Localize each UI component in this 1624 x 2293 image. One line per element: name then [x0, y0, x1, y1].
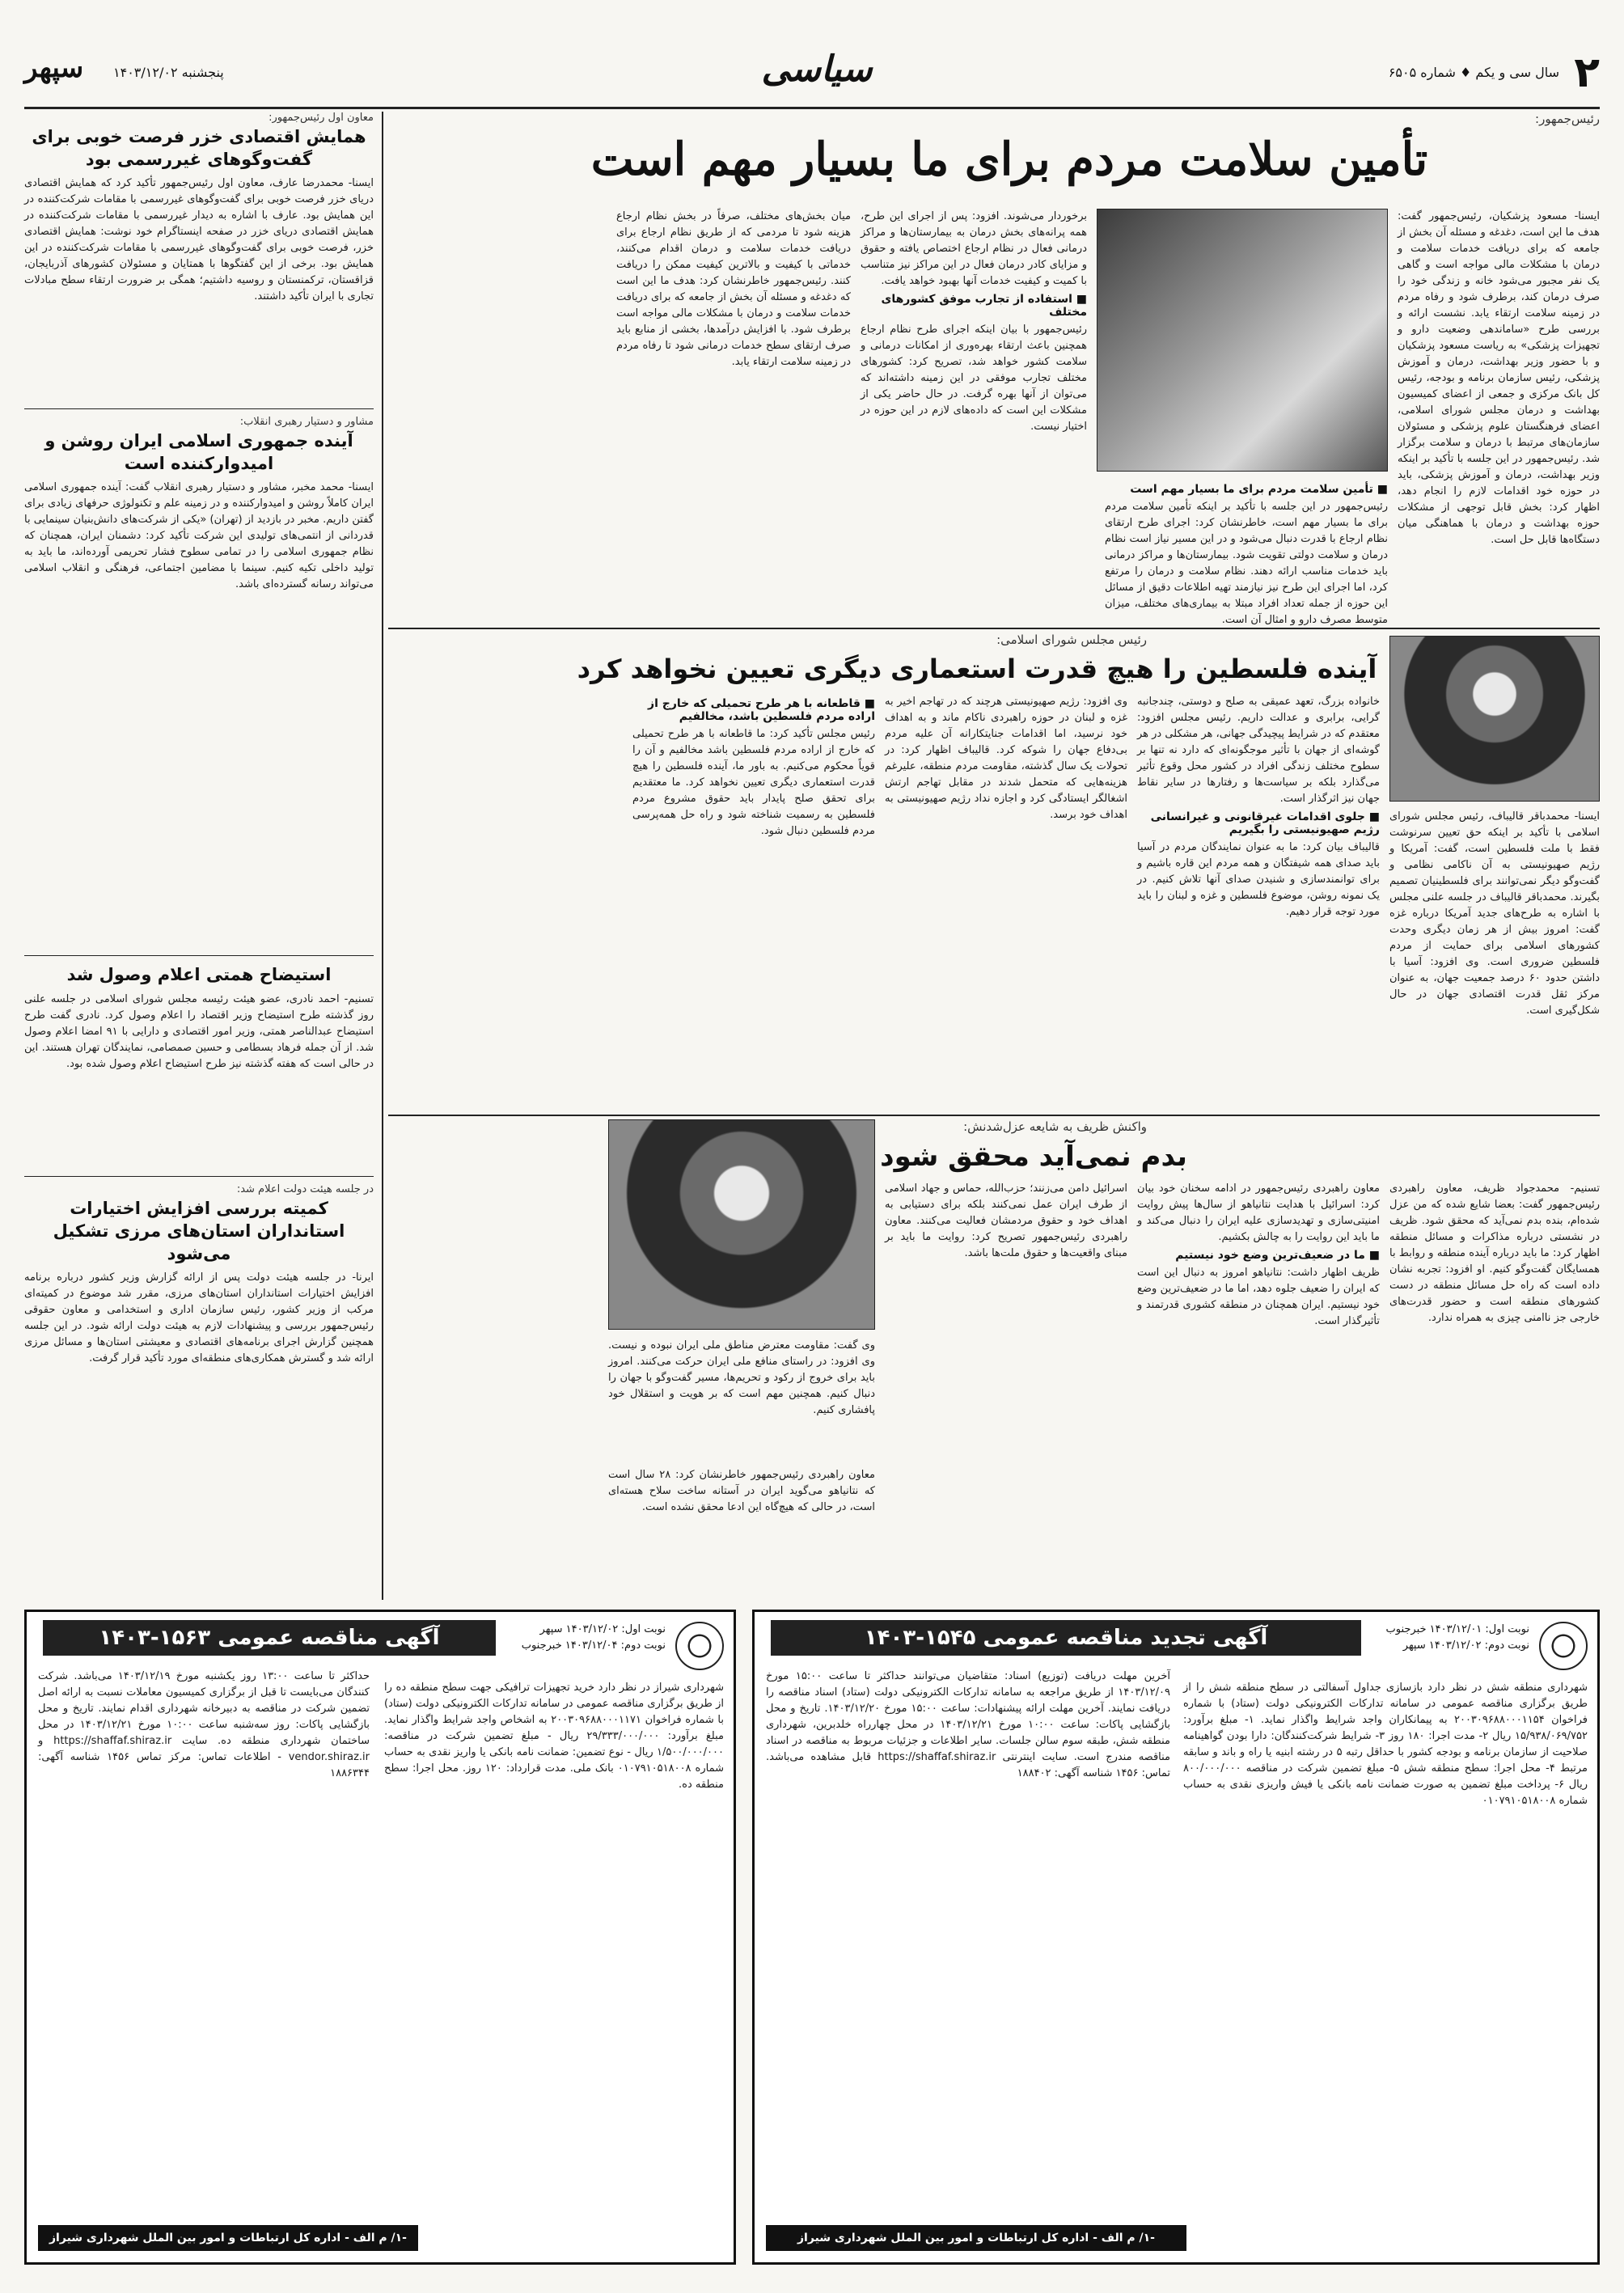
lead-col2-subhead: ■ تأمین سلامت مردم برای ما بسیار مهم است — [1130, 483, 1388, 496]
palestine-kicker: رئیس مجلس شورای اسلامی: — [996, 632, 1147, 647]
right-col-divider — [382, 112, 383, 1600]
zarif-photo — [608, 1119, 875, 1330]
s4-body: ایرنا- در جلسه هیئت دولت پس از ارائه گزارش وزیر کشور درباره برنامه افزایش اختیارات استانداران استان‌های مرزی، مقرر شد موضوع در کمیته‌ای مرکب از وزیر کشور، رئیس سازمان اداری و استخدامی و معاون حقوقی رئیس‌جمهور بررسی و پیشنهادات لازم به هیئت دولت ارائه شود. در این جلسه همچنین گزارش اجرای برنامه‌های اقتصادی و معیشتی استان‌ها و مسائل مرزی ارائه شد و گسترش همکاری‌های منطقه‌ای مورد تأکید قرار گرفت. — [24, 1271, 374, 1364]
zarif-headline: بدم نمی‌آید محقق شود — [880, 1140, 1187, 1173]
s3-headline: استیضاح همتی اعلام وصول شد — [66, 965, 332, 984]
zarif-article — [388, 1119, 1600, 1600]
tender-ad-1563 — [24, 1610, 736, 2265]
palestine-top-rule — [388, 628, 1600, 629]
lead-col3-text: برخوردار می‌شوند. افزود: پس از اجرای این طرح، همه پرانه‌های بخش درمان به بیمارستان‌ها و مراکز درمانی فعال در نظام ارجاع اختصاص یافته و حقوق و مزایای کادر درمان فعال در این مراکز نیز متناسب با کمیت و کیفیت خدمات آنها بهبود خواهد یافت. — [861, 210, 1087, 287]
zarif-col2-text: معاون راهبردی رئیس‌جمهور در ادامه سخنان خود بیان کرد: اسرائیل با هدایت نتانیاهو از سال‌ها پیش روایت امنیتی‌سازی و تهدید‌سازی علیه ایران را دنبال می‌کند و ما باید این روایت را به چالش بکشیم. — [1137, 1182, 1380, 1243]
lead-col2 — [1105, 480, 1388, 626]
ad1-body-right: شهرداری منطقه شش در نظر دارد بازسازی جداول آسفالتی در سطح منطقه شش را از طریق برگزاری مناقصه عمومی در سامانه تدارکات الکترونیکی دولت (ستاد) با شماره فراخوان ۲۰۰۳۰۹۶۸۸۰۰۰۱۱۵۴ به پیمانکاران واجد شرایط واگذار نماید. ۱- مبلغ برآورد: ۱۵/۹۳۸/۰۶۹/۷۵۲ ریال ۲- مدت اجرا: ۱۸۰ روز ۳- شرایط شرکت‌کنندگان: دارا بودن گواهینامه صلاحیت از سازمان برنامه و بودجه کشور با حداقل رتبه ۵ در رشته ابنیه یا راه و باند و سابقه مرتبط ۴- محل اجرا: سطح منطقه شش ۵- مبلغ تضمین شرکت در مناقصه ۸۰۰/۰۰۰/۰۰۰ ریال ۶- پرداخت مبلغ تضمین به صورت ضمانت نامه بانکی یا فیش واریزی نقدی به حساب شماره ۰۱۰۷۹۱۰۵۱۸۰۰۸ — [1183, 1682, 1588, 1807]
s2-headline: آینده جمهوری اسلامی ایران روشن و امیدوارکننده است — [44, 431, 353, 473]
zarif-kicker: واکنش ظریف به شایعه عزل‌شدنش: — [963, 1119, 1147, 1134]
issue-info: سال سی و یکم ♦ شماره ۶۵۰۵ — [1388, 65, 1559, 80]
ad1-footer: -۱/ م الف - اداره کل ارتباطات و امور بین الملل شهرداری شیراز — [766, 2225, 1186, 2251]
palestine-article — [388, 632, 1600, 1110]
ad1-dates: نوبت اول: ۱۴۰۳/۱۲/۰۱ خبرجنوب نوبت دوم: ۱۴۰۳/۱۲/۰۲ سپهر — [1385, 1623, 1529, 1652]
s2-kicker: مشاور و دستیار رهبری انقلاب: — [239, 416, 374, 428]
palestine-headline: آینده فلسطین را هیچ قدرت استعماری دیگری تعیین نخواهد کرد — [577, 654, 1377, 684]
right-column — [24, 112, 374, 1600]
ad2-dates: نوبت اول: ۱۴۰۳/۱۲/۰۲ سپهر نوبت دوم: ۱۴۰۳/۱۲/۰۴ خبرجنوب — [521, 1623, 666, 1652]
lead-col3-subhead: ■ استفاده از تجارب موفق کشورهای مختلف — [881, 293, 1087, 319]
ad1-title: آگهی تجدید مناقصه عمومی ۱۵۴۵-۱۴۰۳ — [771, 1620, 1361, 1656]
zarif-col1: تسنیم- محمدجواد ظریف، معاون راهبردی رئیس‌جمهور گفت: بعضا شایع شده که من عزل شده‌ام، بنده بدم نمی‌آید که محقق شود. ظریف در نشستی درباره مذاکرات و مسائل منطقه اظهار کرد: ما باید درباره آینده منطقه و روابط با همسایگان گفت‌وگو کنیم. او افزود: تجربه نشان داده است که راه حل مسائل منطقه در دست کشورهای منطقه است و حضور قدرت‌های خارجی جز ناامنی چیزی به همراه ندارد. — [1389, 1182, 1600, 1324]
lead-col4: میان بخش‌های مختلف، صرفاً در بخش نظام ارجاع هزینه شود تا مردمی که از طریق نظام ارجاع برای دریافت خدمات سلامت و درمان اقدام می‌کنند، خدماتی با کیفیت و بالاترین کیفیت ممکن را دریافت کنند. رئیس‌جمهور خاطرنشان کرد: هدف ما این است که دغدغه و مسئله آن بخش از جامعه که برای دریافت خدمات سلامت و درمان با مشکلات مالی مواجه است برطرف شود. با افزایش درآمدها، بخشی از منابع باید صرف ارتقای سطح خدمات درمانی شود تا رفاه مردم در زمینه سلامت ارتقاء یابد. — [616, 210, 851, 368]
zarif-col3: اسرائیل دامن می‌زنند؛ حزب‌الله، حماس و جهاد اسلامی از طرف ایران عمل نمی‌کنند بلکه برای دستیابی به اهداف خود و حقوق مردمشان فعالیت می‌کنند. معاون راهبردی رئیس‌جمهور تصریح کرد: روایت ما باید بر مبنای واقعیت‌ها و حقوق ملت‌ها باشد. — [885, 1182, 1127, 1259]
s4-kicker: در جلسه هیئت دولت اعلام شد: — [236, 1183, 374, 1195]
zarif-col2-subhead: ■ ما در ضعیف‌ترین وضع خود نیستیم — [1175, 1249, 1380, 1262]
s4-headline: کمیته بررسی افزایش اختیارات استانداران استان‌های مرزی تشکیل می‌شود — [53, 1199, 345, 1263]
palestine-col2 — [1137, 694, 1380, 1098]
ad2-body-right: شهرداری شیراز در نظر دارد خرید تجهیزات ترافیکی جهت سطح منطقه ده را از طریق برگزاری مناقصه عمومی در سامانه تدارکات الکترونیکی دولت (ستاد) با شماره فراخوان ۲۰۰۳۰۹۶۸۸۰۰۰۱۱۷۱ به اشخاص واجد شرایط واگذار نماید. مبلغ برآورد: ۲۹/۳۳۳/۰۰۰/۰۰۰ ریال - مبلغ تضمین شرکت در مناقصه: ۱/۵۰۰/۰۰۰/۰۰۰ ریال - نوع تضمین: ضمانت نامه بانکی یا واریز نقدی به حساب شماره ۰۱۰۷۹۱۰۵۱۸۰۰۸ بانک ملی. مدت قرارداد: ۱۲۰ روز. محل اجرا: سطح منطقه ده. — [384, 1682, 724, 1791]
palestine-col2b-text: قالیباف بیان کرد: ما به عنوان نمایندگان مردم در آسیا باید صدای همه شیفتگان و همه مردم این قاره باشیم و برای توانمندسازی و شنیدن صدای آنها تلاش کنیم. در یک نمونه روشن، موضوع فلسطین و غزه و لبنان را باید مورد توجه قرار دهیم. — [1137, 841, 1380, 918]
palestine-photo — [1389, 636, 1600, 802]
page-number: ٢ — [1574, 49, 1600, 97]
lead-col2-text: رئیس‌جمهور در این جلسه با تأکید بر اینکه تأمین سلامت مردم برای ما بسیار مهم است، خاطرنشان کرد: اجرای طرح ارتقای نظام ارجاع با قدرت دنبال می‌شود و در این مسیر نیاز است نظام درمان و سلامت دولتی تقویت شود. بیمارستان‌ها و مراکز درمانی باید خدمات مناسب ارائه دهند. نظام سلامت و درمان را مرتفع کرد، اما اجرای این طرح نیز نیازمند تهیه اطلاعات دقیق از مسائل این حوزه از جمله تعداد افراد مبتلا به بیماری‌های مختلف، میزان متوسط مصرف دارو و امثال آن است. — [1105, 501, 1388, 626]
palestine-col4-subhead: ■ قاطعانه با هر طرح تحمیلی که خارج از اراده مردم فلسطین باشد، مخالفیم — [648, 697, 875, 723]
city-logo-icon — [1539, 1622, 1588, 1670]
lead-col3b-text: رئیس‌جمهور با بیان اینکه اجرای طرح نظام ارجاع همچنین باعث ارتقاء بهره‌وری از امکانات درمانی و سلامت کشور خواهد شد، تصریح کرد: کشورهای مختلف تجارب موفقی در این زمینه داشته‌اند که می‌توان از آنها بهره گرفت. در حال حاضر یکی از مشکلات این است که داده‌های لازم در این حوزه در اختیار نیست. — [861, 324, 1087, 433]
s1-kicker: معاون اول رئیس‌جمهور: — [269, 112, 374, 124]
zarif-col2b-text: ظریف اظهار داشت: نتانیاهو امروز به دنبال این است که ایران را ضعیف جلوه دهد، اما ما در ضعیف‌ترین وضع خود نیستیم. ایران همچنان در منطقه کشوری قدرتمند و تأثیرگذار است. — [1137, 1267, 1380, 1327]
lead-photo — [1097, 209, 1388, 472]
palestine-col2-subhead: ■ جلوی اقدامات غیرقانونی و غیرانسانی رژیم صهیونیستی را بگیریم — [1150, 810, 1380, 836]
zarif-col4: وی گفت: مقاومت معترض مناطق ملی ایران نبوده و نیست. وی افزود: در راستای منافع ملی ایران حرکت می‌کنند. امروز باید برای خروج از رکود و تحریم‌ها، مسیر گفت‌وگو با جهان را دنبال کنیم. همچنین مهم است که بر هویت و استقلال خود پافشاری کنیم. — [608, 1339, 875, 1416]
palestine-col4-text: رئیس مجلس تأکید کرد: ما قاطعانه با هر طرح تحمیلی که خارج از اراده مردم فلسطین باشد مخالفیم و آن را قویاً محکوم می‌کنیم. به باور ما، آینده فلسطین را هیچ قدرت استعماری دیگری تعیین نخواهد کرد. ما معتقدیم برای تحقق صلح پایدار باید حقوق مشروع مردم فلسطین به رسمیت شناخته شود و راه حل همه‌پرسی مردم فلسطین دنبال شود. — [632, 728, 875, 837]
lead-col3 — [861, 209, 1087, 593]
lead-headline: تأمین سلامت مردم برای ما بسیار مهم است — [590, 133, 1428, 186]
zarif-col5: معاون راهبردی رئیس‌جمهور خاطرنشان کرد: ۲۸ سال است که نتانیاهو می‌گوید ایران در آستانه ساخت سلاح هسته‌ای است، در حالی که هیچ‌گاه این ادعا محقق نشده است. — [608, 1469, 875, 1513]
s1-headline: همایش اقتصادی خزر فرصت خوبی برای گفت‌وگوهای غیررسمی بود — [32, 127, 366, 169]
s1-body: ایسنا- محمدرضا عارف، معاون اول رئیس‌جمهور تأکید کرد که همایش اقتصادی دریای خزر فرصت خوبی برای گفت‌وگوهای غیررسمی با مقامات شرکت‌کننده در این همایش بود. عارف با اشاره به دیدار غیررسمی با مقامات شرکت‌کننده در همایش اقتصادی دریای خزر در صفحه اینستاگرام خود نوشت: همایش اقتصادی خزر، فرصت خوبی برای گفت‌وگوهای غیررسمی با مقامات شرکت‌کننده در این همایش بود. برخی از این گفتگوها با همتایان و مسئولان کشورهای آذربایجان، قزاقستان، ترکمنستان و روسیه داشتیم؛ همگی بر ضرورت ارتقاء سطح مبادلات تجاری با ایران تأکید داشتند. — [24, 177, 374, 302]
palestine-col4 — [632, 694, 875, 1098]
lead-kicker: رئیس‌جمهور: — [1535, 112, 1600, 126]
masthead — [24, 49, 1600, 107]
lead-article — [388, 112, 1600, 678]
zarif-col2 — [1137, 1181, 1380, 1585]
section-title: سیاسی — [761, 49, 873, 90]
masthead-rule — [24, 107, 1600, 109]
palestine-col3: وی افزود: رژیم صهیونیستی هرچند که در تهاجم اخیر به غزه و لبنان در حوزه راهبردی ناکام ماند و به اهداف خود نرسید، اما اقدامات جنایتکارانه آن علیه مردم بی‌دفاع جهان را شوکه کرد. قالیباف اظهار کرد: در تحولات یک سال گذشته، مقاومت مردم منطقه، علیرغم هزینه‌هایی که متحمل شدند در مقابل تهاجم ارتش اشغالگر ایستادگی کرد و اجازه نداد رژیم صهیونیستی به اهداف خود برسد. — [885, 696, 1127, 821]
palestine-col1: ایسنا- محمدباقر قالیباف، رئیس مجلس شورای اسلامی با تأکید بر اینکه حق تعیین سرنوشت فقط با ملت فلسطین است، گفت: آمریکا و رژیم صهیونیستی به آن ناکامی نظامی و گفت‌وگو دیگر نمی‌توانند برای فلسطینیان تصمیم بگیرند. محمدباقر قالیباف در جلسه علنی مجلس با اشاره به طرح‌های جدید آمریکا درباره غزه گفت: امروز بیش از هر زمان دیگری وحدت کشورهای اسلامی برای حمایت از مردم فلسطین ضروری است. وی افزود: آسیا با داشتن حدود ۶۰ درصد جمعیت جهان، به عنوان مرکز ثقل قدرت اقتصادی جهان در حال شکل‌گیری است. — [1389, 810, 1600, 1017]
ad2-footer: -۱/ م الف - اداره کل ارتباطات و امور بین الملل شهرداری شیراز — [38, 2225, 418, 2251]
s2-body: ایسنا- محمد مخبر، مشاور و دستیار رهبری انقلاب گفت: آینده جمهوری اسلامی ایران کاملاً روشن و امیدوارکننده و در زمینه علم و تکنولوژی حرفهای زیادی برای گفتن داریم. مخبر در بازدید از (تهران) «یکی از شرکت‌های دانش‌بنیان سینمایی با قدردانی از انتمی‌های تولیدی این شرکت تأکید کرد: دشمنان ایران، همچنان که نظام جمهوری اسلامی را در تمامی سطوح فشار تحریمی آورده‌اند، ما باید به تولید داخلی تکیه کنیم. سینما با مضامین اجتماعی، فرهنگی و انقلاب اسلامی می‌تواند رسانه گسترده‌ای باشد. — [24, 481, 374, 590]
zarif-top-rule — [388, 1115, 1600, 1116]
ad2-body-left: حداکثر تا ساعت ۱۳:۰۰ روز یکشنبه مورخ ۱۴۰۳/۱۲/۱۹ می‌باشد. شرکت کنندگان می‌بایست تا قبل از برگزاری کمیسیون معاملات نسبت به ارائه اصل تضمین شرکت در مناقصه به دبیرخانه شهرداری اقدام نمایند. تاریخ و محل بازگشایی پاکات: روز سه‌شنبه ساعت ۱۰:۰۰ مورخ ۱۴۰۳/۱۲/۲۱ در محل ساختمان شهرداری منطقه ده. سایت https://shaffaf.shiraz.ir و vendor.shiraz.ir - اطلاعات تماس: مرکز تماس ۱۴۵۶ شناسه آگهی: ۱۸۸۶۳۴۴ — [38, 1670, 370, 1779]
s3-body: تسنیم- احمد نادری، عضو هیئت رئیسه مجلس شورای اسلامی در جلسه علنی روز گذشته طرح استیضاح وزیر اقتصاد را اعلام وصول کرد. نادری گفت طرح استیضاح عبدالناصر همتی، وزیر امور اقتصادی و دارایی با ۹۱ امضا اعلام وصول شد. از آن جمله فرهاد بسطامی و حسین صمصامی، نمایندگان تهران هستند. این در حالی است که هفته گذشته نیز طرح استیضاح اعلام وصول شده بود. — [24, 993, 374, 1070]
ad2-title: آگهی مناقصه عمومی ۱۵۶۳-۱۴۰۳ — [43, 1620, 496, 1656]
city-logo-icon — [675, 1622, 724, 1670]
issue-date: پنجشنبه ۱۴۰۳/۱۲/۰۲ — [113, 65, 224, 80]
tender-ad-1545 — [752, 1610, 1600, 2265]
paper-logo: سپهر — [24, 52, 84, 84]
palestine-col2-text: خانواده بزرگ، تعهد عمیقی به صلح و دوستی، چندجانبه گرایی، برابری و عدالت داریم. رئیس مجلس افزود: معتقدم که در شرایط پیچیدگی جهانی، هر مشکلی در هر گوشه‌ای از جهان با تأثیر موجگونه‌ای که دارد نه تنها بر سطوح مختلف زندگی افراد در کشور محل وقوع تأثیر می‌گذارد بلکه بر سیاست‌ها و رفتارها در سایر نقاط جهان نیز اثرگذار است. — [1136, 696, 1380, 805]
ad1-body-left: آخرین مهلت دریافت (توزیع) اسناد: متقاضیان می‌توانند حداکثر تا ساعت ۱۵:۰۰ مورخ ۱۴۰۳/۱۲/۰۹ از طریق مراجعه به سامانه تدارکات الکترونیکی دولت (ستاد) اسناد مناقصه را دریافت نمایند. آخرین مهلت ارائه پیشنهادات: ساعت ۱۵:۰۰ مورخ ۱۴۰۳/۱۲/۲۰. تاریخ و محل بازگشایی پاکات: ساعت ۱۰:۰۰ مورخ ۱۴۰۳/۱۲/۲۱ در محل چهارراه خلدبرین، شهرداری منطقه شش، طبقه سوم سالن جلسات. سایر اطلاعات و جزئیات مربوط به مناقصه در اسناد مناقصه مندرج است. سایت اینترنتی https://shaffaf.shiraz.ir قابل مشاهده می‌باشد. تماس: ۱۴۵۶ شناسه آگهی: ۱۸۸۴۰۲ — [766, 1670, 1171, 1779]
lead-col1: ایسنا- مسعود پزشکیان، رئیس‌جمهور گفت: هدف ما این است، دغدغه و مسئله آن بخش از جامعه که برای دریافت خدمات سلامت و درمان با مشکلات مالی مواجه است و گاهی یک نفر مجبور می‌شود خانه و زندگی خود را صرف درمان کند، برطرف شود و رفاه مردم در زمینه سلامت ارتقاء یابد. نشست ارائه و بررسی طرح «ساماندهی وضعیت دارو و تجهیزات پزشکی» به ریاست مسعود پزشکیان و با حضور وزیر بهداشت، درمان و آموزش پزشکی، رئیس سازمان برنامه و بودجه، رئیس کل بانک مرکزی و جمعی از اعضای کمیسیون بهداشت و درمان مجلس شورای اسلامی، اعضای فرهنگستان علوم پزشکی و مسئولان سازمان‌های مرتبط با درمان و سلامت برگزار شد. رئیس‌جمهور در این جلسه با تأکید بر اینکه وزیر بهداشت، درمان و آموزش پزشکی، باید در حوزه خود اقدامات لازم را انجام دهد، اظهار کرد: بخش قابل توجهی از مشکلات حوزه بهداشت و درمان با هماهنگی میان دستگاه‌ها قابل حل است. — [1398, 210, 1600, 546]
